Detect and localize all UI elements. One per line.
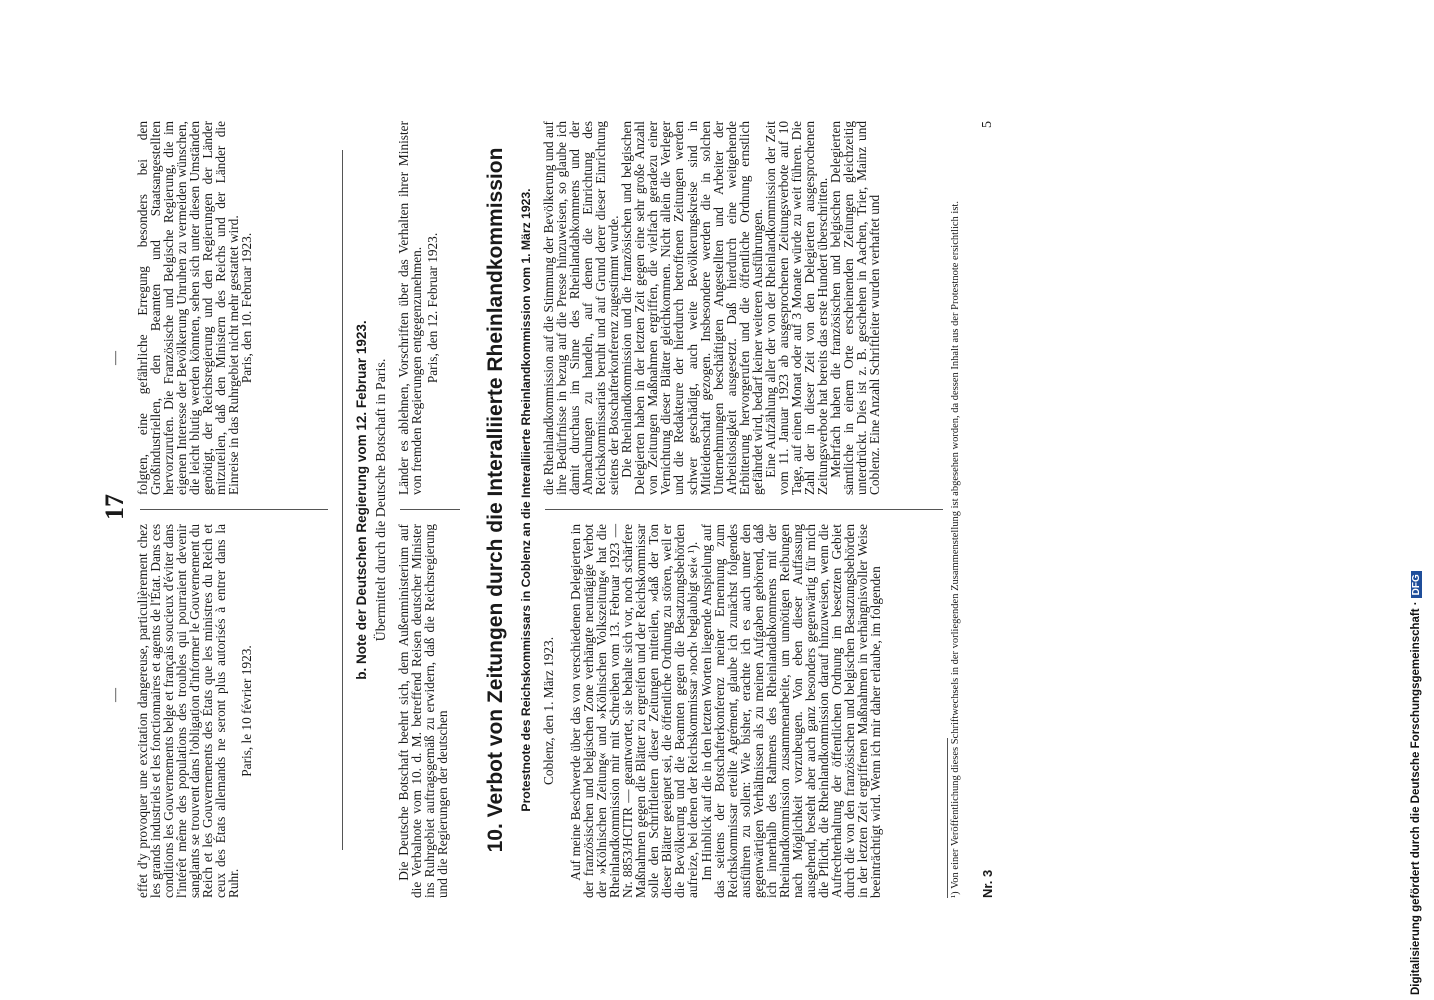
- german-translation-column: [136, 121, 253, 495]
- chapter-paragraph-5: Eine Aufzählung aller der von der Rheinlandkommission der Zeit vom 11. Januar 1923 ab ausgesprochenen Zeitungsverbote auf 10 Tage, auf einen Monat oder auf 3 Monate würde zu weit führen. Die Zahl der in dieser Zeit von den Delegierten ausgesprochenen Zeitungsverbote hat bereits das erste Hundert überschritten.: [762, 121, 830, 495]
- digitization-note-text: Digitalisierung gefördert durch die Deutsche Forschungsgemeinschaft ·: [1410, 601, 1422, 995]
- chapter-title: 10. Verbot von Zeitungen durch die Interalliierte Rheinlandkommission: [484, 147, 507, 853]
- french-note-date: Paris, le 10 février 1923.: [239, 645, 255, 777]
- chapter-paragraph-3: die Rheinlandkommission auf die Stimmung der Bevölkerung und auf ihre Bedürfnisse in bezug auf die Presse hinzuweisen, so glaube ich damit durchaus im Sinne des Rheinlandabkommens und der Abmachungen zu handeln, auf denen die Einrichtung des Reichskommissariats beruht und auf Grund derer dieser Einrichtung seitens der Botschafterkonferenz zugestimmt wurde.: [541, 121, 622, 495]
- chapter-paragraph-1: Auf meine Beschwerde über das von verschiedenen Delegierten in der französischen und belgischen Zone verhängte neuntägige Verbot der »Kölnischen Zeitung« und »Kölnischen Volkszeitung« hat die Rheinlandkommission mir mit Schreiben vom 13. Februar 1923 — Nr. 8853/HCITR — geantwortet, sie behalte sich vor, noch schärfere Maßnahmen gegen die Blätter zu ergreifen und der Reichskommissar solle den Schriftleitern dieser Zeitungen mitteilen, »daß der Ton dieser Blätter geeignet sei, die öffentliche Ordnung zu stören, weil er die Bevölkerung und die Beamten gegen die Besatzungsbehörden aufreize, bei denen der Reichskommissar ›noch‹ beglaubigt sei« ¹).: [568, 524, 701, 898]
- footnote: ¹) Von einer Veröffentlichung dieses Schriftwechsels in der vorliegenden Zusammenstellung ist abgesehen worden, da dessen Inhalt aus der Protestnote ersichtlich ist.: [950, 201, 961, 898]
- footer-page-number: 5: [980, 121, 995, 128]
- digitization-note: [1410, 15, 1430, 995]
- section-separator: [342, 150, 343, 850]
- dfg-logo: DFG: [1411, 571, 1422, 598]
- section-b-date: Paris, den 12. Februar 1923.: [425, 232, 441, 384]
- footnote-rule: [947, 738, 948, 898]
- german-translation-date: Paris, den 10. Februar 1923.: [239, 232, 255, 384]
- section-b-right-column: [397, 121, 439, 495]
- column-divider: [140, 509, 328, 510]
- footer-left: Nr. 3: [980, 869, 995, 898]
- chapter-paragraph-2: Im Hinblick auf die in den letzten Worten liegende Anspielung auf das seitens der Botschafterkonferenz meiner Ernennung zum Reichskommissar erteilte Agrément, glaube ich zunächst folgendes ausführen zu sollen: Wie bisher, erachte ich es auch unter den gegenwärtigen Verhältnissen als zu meinen Aufgaben gehörend, daß ich innerhalb des Rahmens des Rheinlandabkommens mit der Rheinlandkommission zusammenarbeite, um unnötigen Reibungen nach Möglichkeit vorzubeugen. Von eben dieser Auffassung ausgehend, besteht aber auch ganz besonders gegenwärtig für mich die Pflicht, die Rheinlandkommission darauf hinzuweisen, wenn die Aufrechterhaltung der öffentlichen Ordnung im besetzten Gebiet durch die von den französischen und belgischen Besatzungsbehörden in der letzten Zeit ergriffenen Maßnahmen in verhängnisvoller Weise beeinträchtigt wird. Wenn ich mir daher erlaube, im folgenden: [698, 524, 884, 898]
- rotated-document-page: [100, 50, 1408, 950]
- header-dash-left: —: [108, 688, 123, 702]
- chapter-dateline: Coblenz, den 1. März 1923.: [541, 636, 556, 786]
- chapter-subtitle: Protestnote des Reichskommissars in Coblenz an die Interalliierte Rheinlandkommission vom 1. März 1923.: [519, 188, 533, 812]
- french-note-column: [136, 524, 253, 898]
- chapter-right-column: [542, 121, 881, 495]
- page-number: 17: [100, 494, 129, 520]
- column-divider: [545, 509, 943, 510]
- chapter-paragraph-6: Mehrfach haben die französischen und belgischen Delegierten sämtliche in einem Orte erscheinenden Zeitungen gleichzeitig unterdrückt. Dies ist z. B. geschehen in Aachen, Trier, Mainz und Coblenz. Eine Anzahl Schriftleiter wurden verhaftet und: [828, 121, 883, 495]
- section-b-text-right: Länder es ablehnen, Vorschriften über das Verhalten ihrer Minister von fremden Regierungen entgegenzunehmen.: [396, 121, 425, 495]
- chapter-paragraph-4: Die Rheinlandkommission und die französischen und belgischen Delegierten haben in der letzten Zeit gegen eine sehr große Anzahl von Zeitungen Maßnahmen ergriffen, die vielfach geradezu einer Vernichtung dieser Blätter gleichkommen. Nicht allein die Verleger und die Redakteure der hierdurch betroffenen Zeitungen werden schwer geschädigt, auch weite Bevölkerungskreise sind in Mitleidenschaft gezogen. Insbesondere werden die in solchen Unternehmungen beschäftigten Angestellten und Arbeiter der Arbeitslosigkeit ausgesetzt. Daß hierdurch eine weitgehende Erbitterung hervorgerufen und die öffentliche Ordnung ernstlich gefährdet wird, bedarf keiner weiteren Ausführungen.: [619, 121, 765, 495]
- chapter-left-column: [542, 524, 882, 898]
- column-divider: [400, 509, 460, 510]
- section-b-text-left: Die Deutsche Botschaft beehrt sich, dem Außenministerium auf die Verbalnote vom 10. d. M. betreffend Reisen deutscher Minister ins Ruhrgebiet auftragsgemäß zu erwidern, daß die Reichsregierung und die Regierungen der deutschen: [396, 524, 451, 898]
- section-b-heading: b. Note der Deutschen Regierung vom 12. Februar 1923.: [354, 320, 369, 680]
- german-translation-text: folgten, eine gefährliche Erregung besonders bei den Großindustriellen, den Beamten und Staatsangestellten hervorzurufen. Die Französische und Belgische Regierung, die im eigenen Interesse der Bevölkerung Unruhen zu vermeiden wünschen, die leicht blutig werden könnten, sehen sich unter diesen Umständen genötigt, der Reichsregierung und den Regierungen der Länder mitzuteilen, daß den Ministern des Reichs und der Länder die Einreise in das Ruhrgebiet nicht mehr gestattet wird.: [135, 121, 242, 495]
- section-b-subheading: Übermittelt durch die Deutsche Botschaft in Paris.: [374, 358, 389, 642]
- section-b-left-column: [397, 524, 449, 898]
- french-note-text: effet d'y provoquer une excitation dangereuse, particulièrement chez les grands industriels et les fonctionnaires et agents de l'État. Dans ces conditions les Gouvernements belge et français soucieux d'éviter dans l'intérêt même des populations des troubles qui pourraient devenir sanglants se trouvent dans l'obligation d'informer le Gouvernement du Reich et les Gouvernements des États que les ministres du Reich et ceux des États allemands ne seront plus autorisés à entrer dans la Ruhr.: [135, 524, 242, 898]
- header-dash-right: —: [108, 351, 123, 365]
